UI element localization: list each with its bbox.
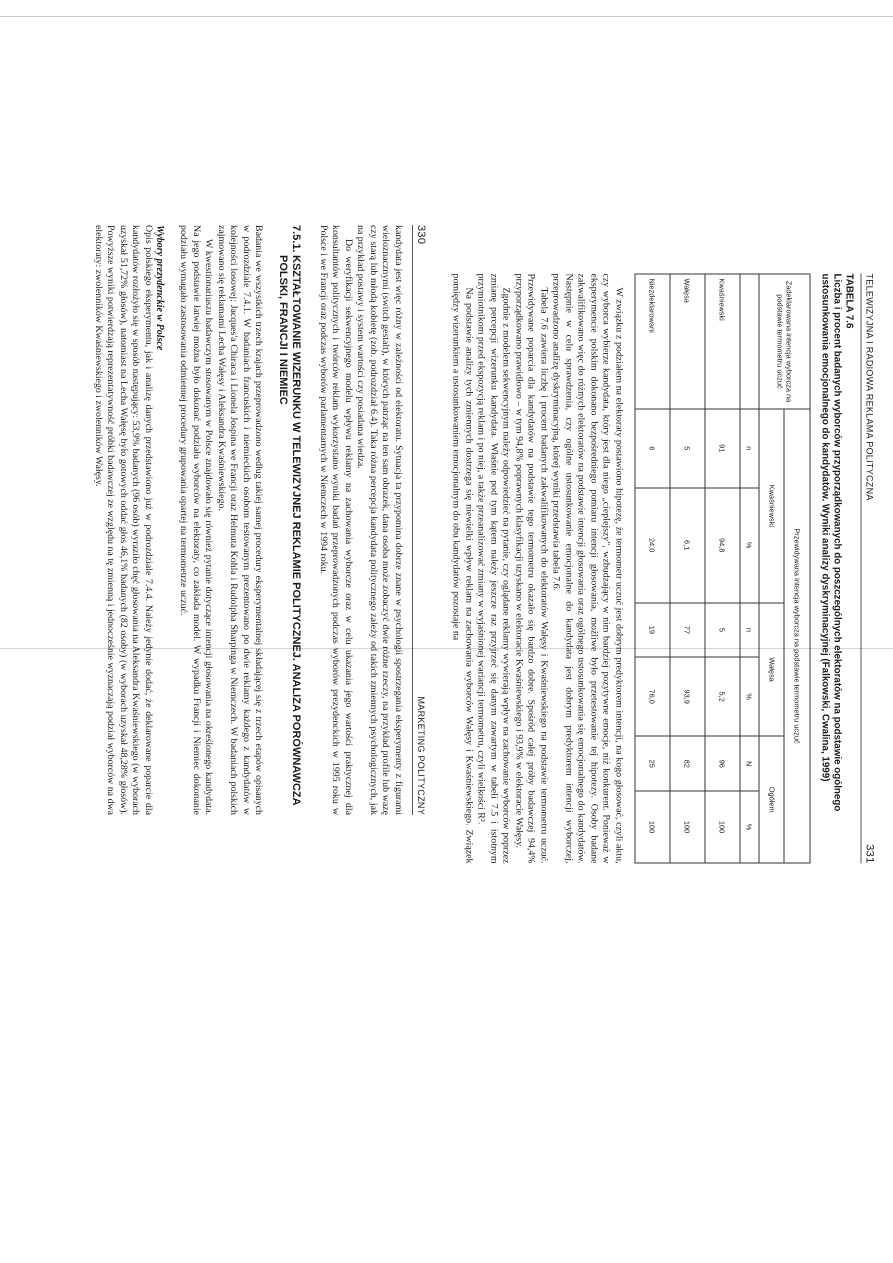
table-subheader: n (740, 409, 759, 488)
left-page-number: 330 (415, 225, 427, 245)
table-label: TABELA 7.6 (843, 273, 855, 329)
table-cell: 19 (635, 603, 670, 657)
table-subheader: N (740, 736, 759, 791)
left-running-head (412, 225, 427, 815)
table-cell: 96 (705, 736, 740, 791)
section-number: 7.5.1. (290, 225, 303, 253)
table-cell: 100 (635, 791, 670, 863)
right-paragraph-1: W związku z podziałem na elektoraty postawiono hipotezę, że termometr uczuć jest dobrym predyktorem intencji, na kogo głosować, czyli aktu, czy wyborca wybierze kandydata, który jest dla niego „cieplejszy", wzbudzający w nim bardziej pozytywne emocje, niż konkurent. Ponieważ w eksperymencie polskim dokonano bezpośredniego pomiaru intencji głosowania, możliwe było przetestowanie tej hipotezy. Osoby badane zakwalifikowano więc do różnych elektoratów na podstawie intencji głosowania oraz ogólnego ustosunkowania się emocjonalnego do kandydatów. Następnie w celu sprawdzenia, czy ogólne ustosunkowanie emocjonalne do kandydata jest dobrym predyktorem intencji wyborczej, przeprowadzono analizę dyskryminacyjną, której wyniki przedstawia tabela 7.6. (551, 273, 625, 864)
table-cell: 25 (635, 736, 670, 791)
table-row (705, 274, 740, 863)
table-row (635, 274, 670, 863)
table-cell: 5 (670, 409, 705, 488)
table-caption: Liczba i procent badanych wyborców przyporządkowanych do poszczególnych elektoratów na podstawie ogólnego ustosunkowania emocjonalnego do kandydatów. Wyniki analizy dyskryminacyjnej (Falkowski, Cwalina, 1999) (819, 273, 843, 812)
table-cell: 6 (635, 409, 670, 488)
right-running-title: TELEWIZYJNA I RADIOWA REKLAMA POLITYCZNA (864, 273, 875, 501)
table-cell: 100 (670, 791, 705, 863)
subheading: Wybory prezydenckie w Polsce (154, 225, 165, 351)
table-cell: 77 (670, 603, 705, 657)
left-sub-paragraph: Opis polskiego eksperymentu, jak i analizę danych przedstawiono już w podrozdziale 7.4.4. Należy jedynie dodać, że deklarowane poparcie dla kandydatów rozłożyło się w sposób następujący: 53,9% badanych (96 osób) wyraziło chęć głosowania na Aleksandra Kwaśniewskiego (w wyborach uzyskał 51,72% głosów), natomiast na Lecha Wałęsę było gotowych oddać głos 46,1% badanych (82 osoby) (w wyborach uzyskał 48,28% głosów). Powyższe wyniki potwierdzają reprezentatywność próbki badawczej ze względu na tę zmienną i jednocześnie wyznaczają podział wyborców na dwa elektoraty: zwolenników Kwaśniewskiego i zwolenników Wałęsy. (93, 225, 154, 815)
section-title: KSZTAŁTOWANIE WIZERUNKU W TELEWIZYJNEJ REKLAMIE POLITYCZNEJ. ANALIZA PORÓWNAWCZA POLSKI, FRANCJI I NIEMIEC (277, 255, 303, 806)
scan-edge-line (0, 16, 893, 17)
right-page-number: 331 (863, 844, 876, 864)
table-group-header: Kwaśniewski (759, 409, 785, 603)
section-heading (277, 225, 303, 815)
table-subheader: n (740, 603, 759, 657)
left-intro-paragraph-1: kandydata jest więc różny w zależności od elektoratu. Sytuacja ta przypomina dobrze znane w psychologii spostrzegania eksperymenty z figurami wieloznacznymi (switch gestalt), w których patrząc na ten sam obrazek, dana osoba może zobaczyć dwie różne rzeczy, na przykład profile lub wazę czy starą lub młodą kobietę (zob. podrozdział 6.4). Taka różna percepcja kandydata politycznego zależy od takich zmiennych psychologicznych, jak na przykład postawy i system wartości czy posiadana wiedza. (355, 225, 404, 815)
table-caption-block (819, 274, 855, 864)
table-cell: 76,0 (635, 657, 670, 736)
table-cell: 5,2 (705, 657, 740, 736)
table-cell: 93,9 (670, 657, 705, 736)
table-cell: 82 (670, 736, 705, 791)
right-running-head (861, 274, 876, 864)
table-group-header: Ogółem (759, 736, 785, 863)
table-header-declared: Zadeklarowana intencja wyborcza na podstawie termometru uczuć (759, 274, 810, 409)
results-table (635, 274, 811, 864)
table-cell: 5 (705, 603, 740, 657)
left-running-title: MARKETING POLITYCZNY (416, 696, 426, 815)
left-body-paragraph-1: Badania we wszystkich trzech krajach przeprowadzono według takiej samej procedury eksperymentalnej składającej się z trzech etapów opisanych w podrozdziale 7.4.1. W badaniach francuskich i niemieckich osobom testowanym prezentowano po dwie reklamy każdego z kandydatów w kolejności losowej: Jacques'a Chiraca i Lionela Jospina we Francji oraz Helmuta Kohla i Rudolpha Sharpinga w Niemczech. W badaniach polskich zajmowano się reklamami Lecha Wałęsy i Aleksandra Kwaśniewskiego. (216, 225, 265, 815)
table-group-header: Wałęsa (759, 603, 785, 737)
table-cell: 94,8 (705, 488, 740, 603)
table-subheader: % (740, 791, 759, 863)
left-page (0, 225, 427, 815)
table-row-label: Niezdeklarowani (635, 274, 670, 409)
left-body-paragraph-2: W kwestionariuszu badawczym stosowanym w Polsce znajdowało się również pytanie dotyczące intencji głosowania na określonego kandydata. Na jego podstawie łatwiej można było dokonać podziału wyborców na elektoraty, co zakłada model. W wypadku Francji i Niemiec dokonanie podziału wymagało zastosowania odmiennej procedury grupowania opartej na termometrze uczuć. (178, 225, 215, 815)
table-subheader: % (740, 488, 759, 603)
right-paragraph-3: Zgodnie z modelem sekwencyjnym należy odpowiedzieć na pytanie, czy oglądane reklamy wywierają wpływ na zachowanie wyborców poprzez zmianę percepcji wizerunku kandydata. Właśnie pod tym kątem należy jeszcze raz przyjrzeć się danym zawartym w tabeli 7.5 i istotnym przymiotnikom przed ekspozycją reklam i po niej, a także przeanalizować zmiany w wyjaśnionej wariancji termometru, czyli wielkości R². (476, 273, 512, 864)
table-cell: 6,1 (670, 488, 705, 603)
right-page (431, 274, 876, 864)
table-cell: 91 (705, 409, 740, 488)
table-row-label: Kwaśniewski (705, 274, 740, 409)
right-paragraph-4: Na podstawie analizy tych zmiennych dostrzega się niewielki wpływ reklam na zachowania wyborców Wałęsy i Kwaśniewskiego. Związek pomiędzy wizerunkiem a ustosunkowaniem emocjonalnym do obu kandydatów pozostaje na (451, 273, 475, 864)
left-intro-paragraph-2: Do weryfikacji sekwencyjnego modelu wpływu reklamy na zachowania wyborcze oraz w celu ukazania jego wartości praktycznej dla konsultantów politycznych i twórców reklam wykorzystano wyniki badań przeprowadzonych podczas wyborów prezydenckich w 1995 roku w Polsce i we Francji oraz podczas wyborów parlamentarnych w Niemczech w 1994 roku. (318, 225, 354, 815)
table-header-predicted: Przewidywana intencja wyborcza na podstawie termometru uczuć (785, 409, 811, 863)
table-subheader: % (740, 657, 759, 736)
table-row-label: Wałęsa (670, 274, 705, 409)
table-cell: 24,0 (635, 488, 670, 603)
table-empty-cell (740, 274, 759, 409)
table-row (670, 274, 705, 863)
table-cell: 100 (705, 791, 740, 863)
right-paragraph-2: Tabela 7.6 zawiera liczbę i procent badanych zakwalifikowanych do elektoratów Wałęsy i Kwaśniewskiego na podstawie termometru uczuć. Przewidywane poparcia dla kandydatów na podstawie tego termometru okazało się bardzo dobre. Spośród całej próby badawczej 94,4% przyporządkowano prawidłowo – w tym 94,8% poprawnych klasyfikacji uzyskano w elektoracie Kwaśniewskiego i 93,9% w elektoracie Wałęsy. (513, 273, 550, 864)
